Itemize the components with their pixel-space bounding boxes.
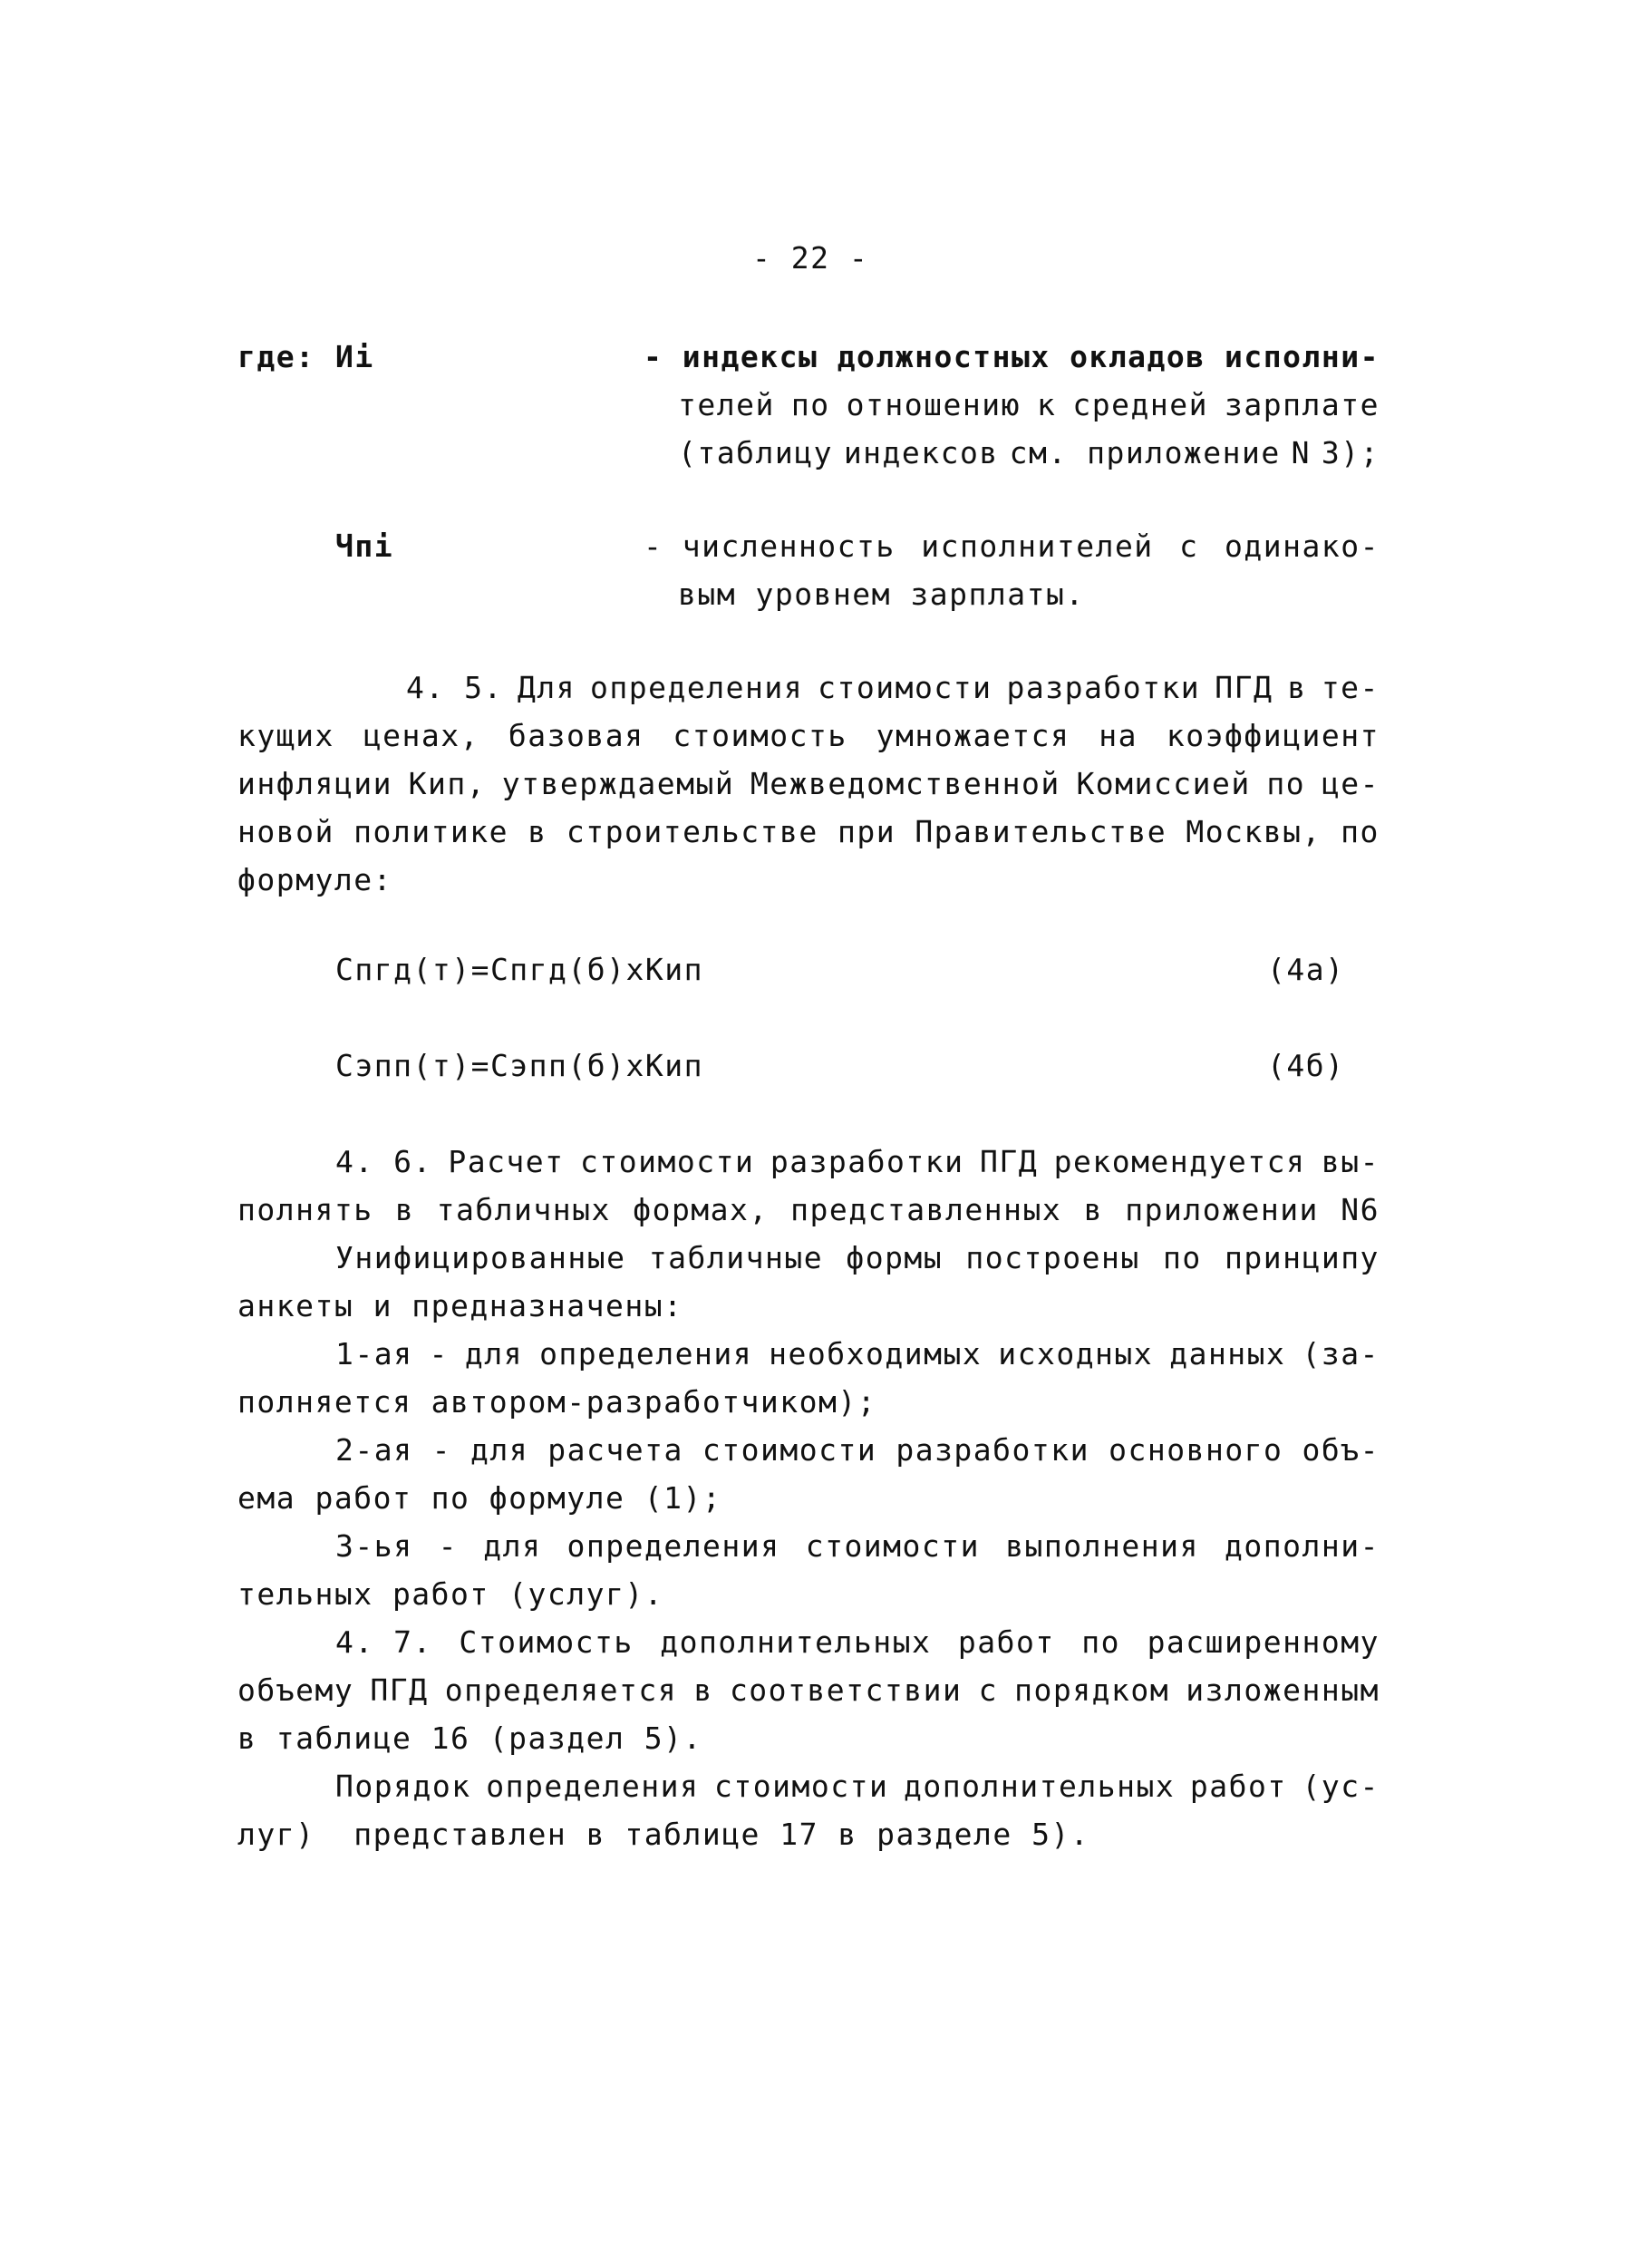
word: с — [1179, 528, 1199, 564]
word: полняется автором-разработчиком); — [237, 1384, 877, 1420]
word: представленных — [790, 1192, 1062, 1227]
text-line — [678, 435, 1380, 470]
word: должностных — [837, 339, 1051, 374]
word: формы — [846, 1240, 944, 1275]
word: 3); — [1321, 435, 1380, 470]
word: объему — [237, 1672, 354, 1708]
text-line — [406, 670, 1380, 705]
word: разработки — [1006, 670, 1201, 705]
text-line — [237, 1384, 877, 1420]
word: ПГД — [1215, 670, 1273, 705]
text-line — [335, 1336, 1380, 1371]
word: политике — [353, 814, 509, 849]
word: необходимых — [769, 1336, 983, 1371]
text-line — [678, 577, 1085, 612]
word: 1-ая — [335, 1336, 413, 1371]
word: определяется — [444, 1672, 678, 1708]
word: N — [1291, 435, 1312, 470]
word: базовая — [508, 718, 644, 753]
word: - численность — [644, 528, 896, 564]
word: исполнителей — [921, 528, 1154, 564]
word: ПГД — [370, 1672, 429, 1708]
word: табличных — [436, 1192, 611, 1227]
definition-symbol: Иi — [335, 339, 374, 374]
word: полнять — [237, 1192, 373, 1227]
word: це- — [1321, 766, 1380, 801]
word: выполнения — [1005, 1528, 1199, 1564]
word: изложенным — [1186, 1672, 1380, 1708]
text-line — [644, 528, 1380, 564]
text-line — [237, 1480, 722, 1516]
text-line — [335, 1240, 1380, 1275]
word: дополни- — [1225, 1528, 1380, 1564]
word: стоимости — [702, 1432, 877, 1468]
word: порядком — [1014, 1672, 1170, 1708]
word: данных — [1169, 1336, 1286, 1371]
word: ема работ по формуле (1); — [237, 1480, 722, 1516]
word: формах, — [633, 1192, 769, 1227]
word: средней — [1072, 387, 1208, 422]
formula-expression: Сэпп(т)=Сэпп(б)хКип — [335, 1048, 703, 1083]
word: 4. 5. — [406, 670, 503, 705]
word: Кип, — [408, 766, 487, 801]
text-line — [335, 1528, 1380, 1564]
word: в таблице 16 (раздел 5). — [237, 1720, 702, 1756]
word: тельных работ (услуг). — [237, 1576, 664, 1612]
word: в — [1083, 1192, 1103, 1227]
word: на — [1099, 718, 1138, 753]
text-line — [237, 1720, 702, 1756]
word: - — [429, 1336, 449, 1371]
text-line — [335, 1144, 1380, 1179]
word: утверждаемый — [501, 766, 735, 801]
word: вым уровнем зарплаты. — [678, 577, 1085, 612]
word: дополнительных — [660, 1624, 932, 1660]
word: Стоимость — [459, 1624, 634, 1660]
word: стоимости — [714, 1769, 889, 1804]
word: работ — [1189, 1769, 1287, 1804]
word: инфляции — [237, 766, 392, 801]
word: объ- — [1302, 1432, 1380, 1468]
formula-label: (4б) — [1267, 1048, 1345, 1083]
word: см. приложение — [1009, 435, 1281, 470]
word: коэффициент — [1166, 718, 1380, 753]
word: телей — [678, 387, 775, 422]
word: по — [1162, 1240, 1202, 1275]
word: индексов — [843, 435, 999, 470]
word: разработки — [770, 1144, 964, 1179]
word: 3-ья — [335, 1528, 413, 1564]
word: табличные — [648, 1240, 824, 1275]
word: Правительстве — [915, 814, 1167, 849]
word: для — [470, 1432, 529, 1468]
word: Для — [517, 670, 576, 705]
text-line — [335, 1769, 1380, 1804]
word: умножается — [876, 718, 1070, 753]
word: отношению — [846, 387, 1021, 422]
definition-symbol: Чпi — [335, 528, 394, 564]
word: луг) представлен в таблице 17 в разделе 5). — [237, 1817, 1090, 1852]
formula-expression: Спгд(т)=Спгд(б)хКип — [335, 952, 703, 987]
word: в — [394, 1192, 415, 1227]
word: исполни- — [1225, 339, 1380, 374]
word: в — [1287, 670, 1307, 705]
word: строительстве — [566, 814, 818, 849]
word: приложении — [1125, 1192, 1319, 1227]
text-line — [335, 1432, 1380, 1468]
word: одинако- — [1225, 528, 1380, 564]
word: 2-ая — [335, 1432, 413, 1468]
word: с — [978, 1672, 998, 1708]
word: стоимость — [673, 718, 847, 753]
word: по — [790, 387, 830, 422]
text-line — [237, 1192, 1380, 1227]
word: расширенному — [1147, 1624, 1380, 1660]
text-line — [237, 1288, 683, 1323]
text-line — [335, 1624, 1380, 1660]
word: Комиссией — [1076, 766, 1251, 801]
word: в — [693, 1672, 713, 1708]
word: (за- — [1302, 1336, 1380, 1371]
word: по — [1266, 766, 1306, 801]
word: рекомендуется — [1053, 1144, 1306, 1179]
word: к — [1037, 387, 1057, 422]
word: по — [1081, 1624, 1121, 1660]
word: по — [1341, 814, 1380, 849]
word: - — [431, 1432, 451, 1468]
word: определения — [566, 1528, 780, 1564]
word: при — [837, 814, 896, 849]
text-line — [237, 1576, 664, 1612]
word: стоимости — [805, 1528, 981, 1564]
word: зарплате — [1225, 387, 1380, 422]
text-line — [237, 862, 392, 897]
word: принципу — [1224, 1240, 1380, 1275]
word: окладов — [1070, 339, 1205, 374]
word: работ — [957, 1624, 1055, 1660]
definitions-lead-word: где: — [237, 339, 315, 374]
word: для — [464, 1336, 524, 1371]
word: кущих — [237, 718, 334, 753]
word: для — [483, 1528, 542, 1564]
word: расчета — [547, 1432, 683, 1468]
page-number: - 22 - — [752, 240, 869, 276]
word: - индексы — [644, 339, 818, 374]
word: стоимости — [818, 670, 992, 705]
word: Расчет — [448, 1144, 565, 1179]
word: дополнительных — [904, 1769, 1176, 1804]
word: (таблицу — [678, 435, 833, 470]
word: определения — [590, 670, 804, 705]
word: основного — [1109, 1432, 1283, 1468]
text-line — [678, 387, 1380, 422]
word: определения — [486, 1769, 700, 1804]
word: ПГД — [980, 1144, 1039, 1179]
word: в — [528, 814, 547, 849]
text-line — [237, 766, 1380, 801]
word: вы- — [1321, 1144, 1380, 1179]
word: те- — [1321, 670, 1380, 705]
text-line — [644, 339, 1380, 374]
word: новой — [237, 814, 334, 849]
word: (ус- — [1302, 1769, 1380, 1804]
word: Унифицированные — [335, 1240, 626, 1275]
word: определения — [539, 1336, 753, 1371]
word: - — [438, 1528, 459, 1564]
word: исходных — [998, 1336, 1154, 1371]
word: построены — [965, 1240, 1140, 1275]
word: N6 — [1341, 1192, 1380, 1227]
word: 4. 6. — [335, 1144, 432, 1179]
text-line — [237, 1817, 1090, 1852]
word: стоимости — [580, 1144, 755, 1179]
text-line — [237, 1672, 1380, 1708]
word: Межведомственной — [750, 766, 1060, 801]
formula-label: (4а) — [1267, 952, 1345, 987]
word: 4. 7. — [335, 1624, 432, 1660]
word: формуле: — [237, 862, 392, 897]
word: разработки — [896, 1432, 1090, 1468]
word: ценах, — [363, 718, 479, 753]
word: анкеты и предназначены: — [237, 1288, 683, 1323]
text-line — [237, 814, 1380, 849]
word: Порядок — [335, 1769, 471, 1804]
word: Москвы, — [1186, 814, 1322, 849]
text-line — [237, 718, 1380, 753]
word: соответствии — [729, 1672, 963, 1708]
